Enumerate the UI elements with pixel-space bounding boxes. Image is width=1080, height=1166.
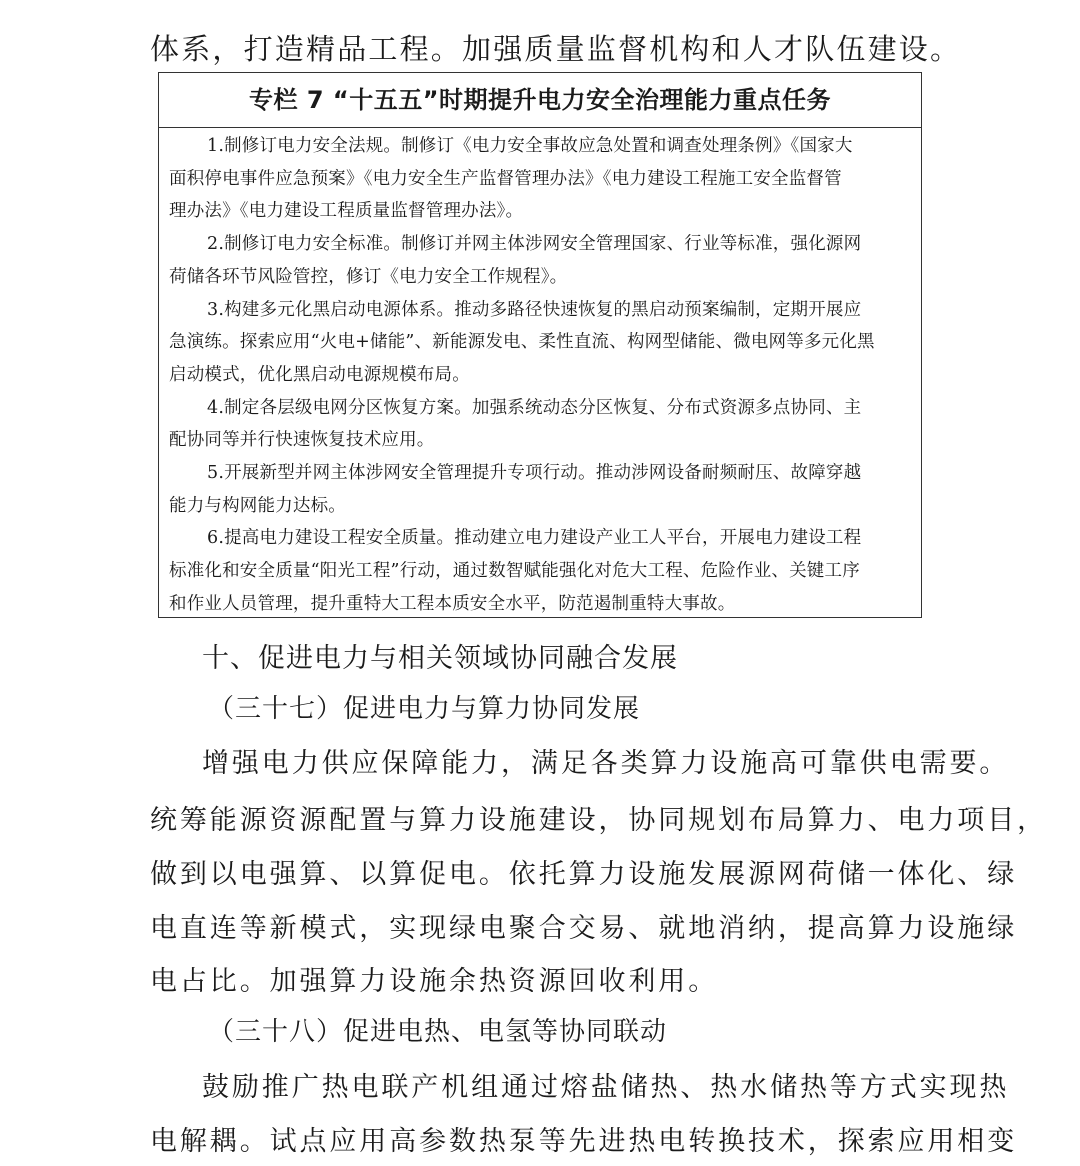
task-item-line: 1.制修订电力安全法规。制修订《电力安全事故应急处置和调查处理条例》《国家大 [207,136,853,156]
subsection-heading: （三十七）促进电力与算力协同发展 [208,694,641,724]
task-item [169,392,913,457]
subsection-heading: （三十八）促进电热、电氢等协同联动 [208,1017,668,1047]
task-item-line: 4.制定各层级电网分区恢复方案。加强系统动态分区恢复、分布式资源多点协同、主 [207,397,862,418]
task-item [169,130,913,228]
task-item [169,457,913,522]
paragraph-line: 电直连等新模式，实现绿电聚合交易、就地消纳，提高算力设施绿 [150,913,1018,944]
task-item-line: 理办法》《电力建设工程质量监督管理办法》。 [169,201,524,222]
paragraph-line: 做到以电强算、以算促电。依托算力设施发展源网荷储一体化、绿 [150,859,1018,890]
task-item [169,228,913,293]
body-text-line: 体系，打造精品工程。加强质量监督机构和人才队伍建设。 [150,32,962,66]
column-box-title: 专栏 7 “十五五”时期提升电力安全治理能力重点任务 [159,73,921,128]
task-item-line: 急演练。探索应用“火电+储能”、新能源发电、柔性直流、构网型储能、微电网等多元化黑 [169,332,875,353]
section-heading: 十、促进电力与相关领域协同融合发展 [202,643,678,674]
task-item-line: 3.构建多元化黑启动电源体系。推动多路径快速恢复的黑启动预案编制，定期开展应 [207,299,862,320]
task-item-line: 启动模式，优化黑启动电源规模布局。 [169,364,470,385]
paragraph-line: 电解耦。试点应用高参数热泵等先进热电转换技术，探索应用相变 [150,1126,1018,1157]
paragraph-line: 增强电力供应保障能力，满足各类算力设施高可靠供电需要。 [202,748,1010,779]
task-item-line: 2.制修订电力安全标准。制修订并网主体涉网安全管理国家、行业等标准，强化源网 [207,234,862,255]
column-box [158,72,922,618]
task-item-line: 标准化和安全质量“阳光工程”行动，通过数智赋能强化对危大工程、危险作业、关键工序 [169,561,860,582]
task-item [169,294,913,392]
task-item-line: 能力与构网能力达标。 [169,495,346,516]
task-item-line: 荷储各环节风险管控，修订《电力安全工作规程》。 [169,266,568,287]
task-item-line: 6.提高电力建设工程安全质量。推动建立电力建设产业工人平台，开展电力建设工程 [207,528,862,549]
task-item [169,522,913,620]
task-item-line: 配协同等并行快速恢复技术应用。 [169,430,435,451]
task-item-line: 面积停电事件应急预案》《电力安全生产监督管理办法》《电力建设工程施工安全监督管 [169,168,842,189]
task-item-line: 5.开展新型并网主体涉网安全管理提升专项行动。推动涉网设备耐频耐压、故障穿越 [207,463,862,484]
paragraph-line: 统筹能源资源配置与算力设施建设，协同规划布局算力、电力项目， [150,805,1047,836]
column-box-body [159,128,921,621]
task-item-line: 和作业人员管理，提升重特大工程本质安全水平，防范遏制重特大事故。 [169,593,736,614]
paragraph-line: 鼓励推广热电联产机组通过熔盐储热、热水储热等方式实现热 [202,1072,1010,1103]
paragraph-line: 电占比。加强算力设施余热资源回收利用。 [150,966,719,997]
